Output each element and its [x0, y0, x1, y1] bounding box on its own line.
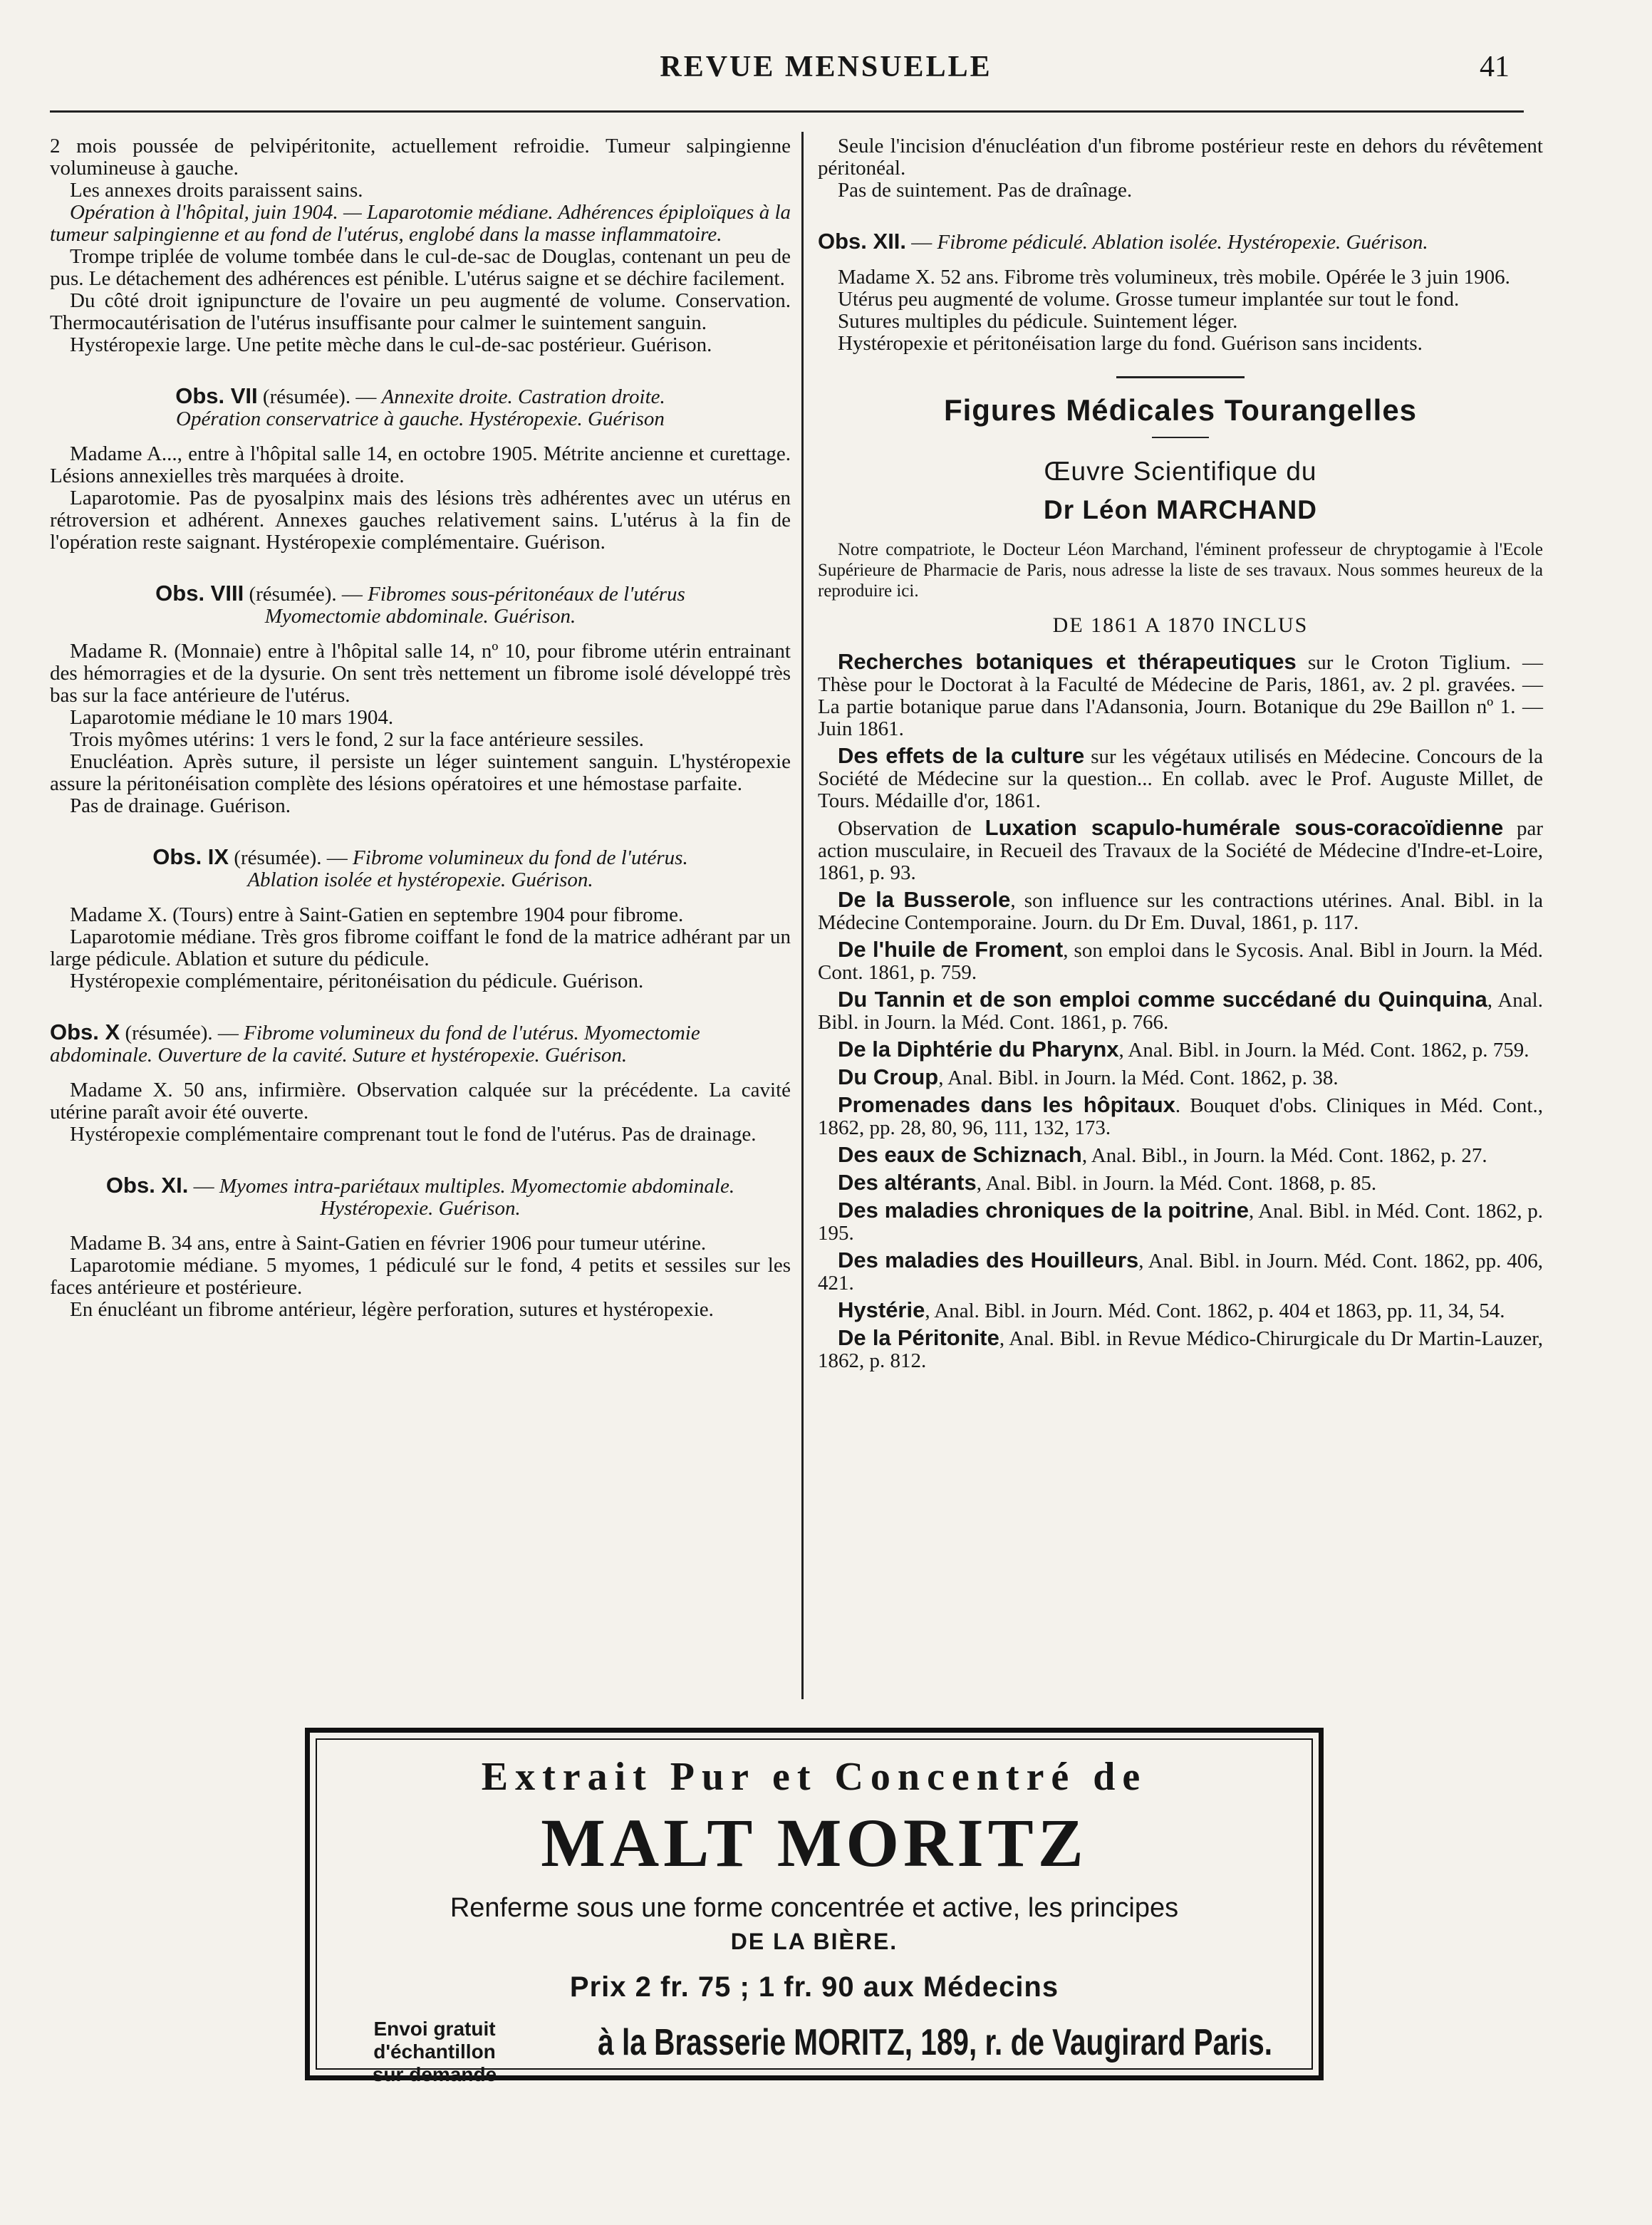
obs-subtitle: Myomectomie abdominale. Guérison. — [264, 605, 576, 628]
entry-details: , Anal. Bibl. in Méd. Cont. 1862, p. 195. — [818, 1200, 1543, 1245]
entry-title: Du Tannin et de son emploi comme succédané du Quinquina — [838, 987, 1487, 1012]
paragraph: Pas de suintement. Pas de draînage. — [838, 179, 1133, 202]
obs-title: Annexite droite. Castration droite. — [381, 385, 665, 408]
work-title: Œuvre Scientifique du — [1044, 457, 1317, 486]
bibliography-entry — [818, 1066, 1543, 1089]
obs-subtitle: Ablation isolée et hystéropexie. Guérison. — [247, 868, 593, 891]
obs-title: Fibrome volumineux du fond de l'utérus. Myomectomie abdominale. Ouverture de la cavité. Suture et hystéropexie. Guérison. — [50, 1022, 700, 1067]
bibliography-entry — [818, 1171, 1543, 1195]
entry-title: Des maladies des Houilleurs — [838, 1248, 1139, 1272]
obs-title: Fibromes sous-péritonéaux de l'utérus — [368, 583, 685, 606]
obs-title: Myomes intra-pariétaux multiples. Myomectomie abdominale. — [219, 1175, 735, 1198]
entry-details: , son emploi dans le Sycosis. Anal. Bibl in Journ. la Méd. Cont. 1861, p. 759. — [818, 939, 1544, 984]
paragraph: Enucléation. Après suture, il persiste un léger suintement sanguin. L'hystéropexie assure la péritonéisation complète des lésions opératoires et une hémostase parfaite. — [50, 750, 791, 795]
ad-headline: Extrait Pur et Concentré de — [481, 1755, 1148, 1799]
header-rule — [50, 110, 1524, 113]
bibliography-entry — [818, 1299, 1543, 1322]
ad-tagline: Renferme sous une forme concentrée et active, les principes — [450, 1893, 1179, 1923]
ad-sample-line: sur demande — [372, 2063, 497, 2085]
bibliography-entry — [818, 938, 1543, 984]
paragraph: Laparotomie médiane. Très gros fibrome coiffant le fond de la matrice adhérant par un large pédicule. Ablation et suture du pédicule. — [50, 925, 791, 970]
observation-heading — [50, 582, 791, 628]
obs-subtitle: Hystéropexie. Guérison. — [320, 1197, 521, 1220]
paragraph: Pas de drainage. Guérison. — [70, 794, 291, 817]
obs-number: Obs. X — [50, 1020, 120, 1044]
paragraph: Hystéropexie complémentaire, péritonéisation du pédicule. Guérison. — [70, 970, 644, 992]
bibliography-entry — [818, 816, 1543, 884]
entry-title: Des maladies chroniques de la poitrine — [838, 1198, 1249, 1223]
obs-title: Fibrome volumineux du fond de l'utérus. — [353, 846, 688, 869]
entry-details: sur le Croton Tiglium. — Thèse pour le Doctorat à la Faculté de Médecine de Paris, 1861, av. 2 pl. gravées. — La partie botanique parue dans l'Adansonia, Journ. Botanique du 29e Baillon nº 1. — Juin 1861. — [818, 651, 1544, 740]
paragraph: Hystéropexie complémentaire comprenant tout le fond de l'utérus. Pas de drainage. — [70, 1123, 757, 1146]
entry-title: Luxation scapulo-humérale sous-coracoïdienne — [985, 815, 1504, 840]
paragraph: Hystéropexie et péritonéisation large du fond. Guérison sans incidents. — [838, 332, 1423, 355]
ad-price: Prix 2 fr. 75 ; 1 fr. 90 aux Médecins — [569, 1971, 1059, 2003]
observation-heading — [50, 1021, 791, 1067]
paragraph: Trois myômes utérins: 1 vers le fond, 2 sur la face antérieure sessiles. — [70, 728, 644, 751]
paragraph: Trompe triplée de volume tombée dans le cul-de-sac de Douglas, contenant un peu de pus. Le détachement des adhérences est pénible. L'utérus saigne et se déchire facilement. — [50, 245, 791, 290]
entry-details: , Anal. Bibl. in Journ. Méd. Cont. 1862, pp. 406, 421. — [818, 1250, 1543, 1295]
obs-subtitle: Opération conservatrice à gauche. Hystéropexie. Guérison — [176, 408, 665, 430]
paragraph: Du côté droit ignipuncture de l'ovaire un peu augmenté de volume. Conservation. Thermocautérisation de l'utérus insuffisante pour calmer le suintement sanguin. — [50, 289, 791, 334]
author-name: Dr Léon MARCHAND — [1044, 495, 1317, 524]
paragraph: Laparotomie médiane le 10 mars 1904. — [70, 706, 394, 729]
paragraph: Laparotomie. Pas de pyosalpinx mais des lésions très adhérentes avec un utérus en rétroversion et adhérent. Annexes gauches relativement sains. L'utérus à la fin de l'opération reste saignant. Hystéropexie complémentaire. Guérison. — [50, 487, 791, 554]
entry-title: Du Croup — [838, 1064, 939, 1089]
paragraph: Madame A..., entre à l'hôpital salle 14, en octobre 1905. Métrite ancienne et curettage. Lésions annexielles très marquées à droite. — [50, 442, 791, 487]
title-divider — [1152, 437, 1209, 438]
paragraph: Madame X. 52 ans. Fibrome très volumineux, très mobile. Opérée le 3 juin 1906. — [838, 266, 1510, 289]
ad-brand: MALT MORITZ — [541, 1805, 1088, 1881]
paragraph: Utérus peu augmenté de volume. Grosse tumeur implantée sur tout le fond. — [838, 288, 1460, 311]
paragraph: Opération à l'hôpital, juin 1904. — Laparotomie médiane. Adhérences épiploïques à la tumeur salpingienne et au fond de l'utérus, englobé dans la masse inflammatoire. — [50, 201, 791, 246]
bibliography-entry — [818, 650, 1543, 740]
entry-details: , Anal. Bibl. in Journ. Méd. Cont. 1862, p. 404 et 1863, pp. 11, 34, 54. — [925, 1300, 1505, 1322]
section-divider — [1116, 376, 1245, 378]
entry-title: Promenades dans les hôpitaux — [838, 1092, 1175, 1117]
entry-details: , Anal. Bibl. in Journ. la Méd. Cont. 1861, p. 766. — [818, 989, 1543, 1034]
paragraph: Seule l'incision d'énucléation d'un fibrome postérieur reste en dehors du révêtement péritonéal. — [818, 135, 1543, 180]
right-column — [818, 135, 1543, 1376]
paragraph: En énucléant un fibrome antérieur, légère perforation, sutures et hystéropexie. — [70, 1298, 714, 1321]
paragraph: Hystéropexie large. Une petite mèche dans le cul-de-sac postérieur. Guérison. — [70, 333, 712, 356]
ad-sample-offer — [317, 2018, 552, 2086]
paragraph: Madame B. 34 ans, entre à Saint-Gatien en février 1906 pour tumeur utérine. — [70, 1232, 707, 1255]
entry-title: Hystérie — [838, 1297, 925, 1322]
entry-title: De l'huile de Froment — [838, 937, 1064, 962]
paragraph: Sutures multiples du pédicule. Suintement léger. — [838, 310, 1238, 333]
ad-address: à la Brasserie MORITZ, 189, r. de Vaugirard Paris. — [598, 2022, 1273, 2063]
paragraph: Madame X. (Tours) entre à Saint-Gatien en septembre 1904 pour fibrome. — [70, 903, 684, 926]
obs-number: Obs. VII — [175, 383, 258, 408]
entry-title: Des altérants — [838, 1170, 977, 1195]
obs-number: Obs. XII. — [818, 229, 907, 254]
obs-label: — — [911, 231, 933, 254]
entry-details: , Anal. Bibl., in Journ. la Méd. Cont. 1862, p. 27. — [1081, 1144, 1487, 1167]
date-range: DE 1861 A 1870 INCLUS — [1052, 613, 1309, 637]
paragraph: Laparotomie médiane. 5 myomes, 1 pédiculé sur le fond, 4 petits et sessiles sur les faces antérieure et postérieure. — [50, 1254, 791, 1299]
entry-title: De la Busserole — [838, 887, 1011, 912]
obs-number: Obs. XI. — [105, 1173, 189, 1198]
bibliography-list — [818, 650, 1543, 1372]
paragraph: Madame X. 50 ans, infirmière. Observation calquée sur la précédente. La cavité utérine paraît avoir été ouverte. — [50, 1079, 791, 1124]
entry-details: , Anal. Bibl. in Revue Médico-Chirurgicale du Dr Martin-Lauzer, 1862, p. 812. — [818, 1327, 1543, 1372]
section-title: Figures Médicales Tourangelles — [943, 393, 1418, 427]
observation-heading — [50, 1174, 791, 1220]
observation-heading — [818, 230, 1543, 254]
observation-heading — [50, 385, 791, 430]
entry-details: sur les végétaux utilisés en Médecine. Concours de la Société de Médecine sur la question... En collab. avec le Prof. Auguste Millet, de Tours. Médaille d'or, 1861. — [818, 745, 1543, 812]
bibliography-entry — [818, 1199, 1543, 1245]
page-number: 41 — [1480, 51, 1510, 83]
bibliography-entry — [818, 1038, 1543, 1062]
intro-paragraph: Notre compatriote, le Docteur Léon Marchand, l'éminent professeur de chryptogamie à l'Ecole Supérieure de Pharmacie de Paris, nous adresse la liste de ses travaux. Nous sommes heureux de la reproduire ici. — [818, 540, 1543, 601]
entry-details: , Anal. Bibl. in Journ. la Méd. Cont. 1862, p. 759. — [1118, 1039, 1529, 1062]
bibliography-entry — [818, 1094, 1543, 1139]
entry-details: par action musculaire, in Recueil des Travaux de la Société de Médecine d'Indre-et-Loire, 1861, p. 93. — [818, 817, 1543, 884]
obs-label: — — [193, 1175, 214, 1198]
entry-details: , son influence sur les contractions utérines. Anal. Bibl. in la Médecine Contemporaine. Journ. du Dr Em. Duval, 1861, p. 117. — [818, 889, 1543, 934]
observation-heading — [50, 846, 791, 891]
entry-title: De la Diphtérie du Pharynx — [838, 1037, 1119, 1062]
paragraph: Les annexes droits paraissent sains. — [70, 179, 363, 202]
obs-label: (résumée). — — [249, 583, 363, 606]
column-divider — [801, 132, 804, 1699]
bibliography-entry — [818, 1327, 1543, 1372]
entry-prefix: Observation de — [838, 817, 985, 840]
advertisement — [305, 1728, 1324, 2085]
entry-title: Des effets de la culture — [838, 743, 1085, 768]
entry-title: Des eaux de Schiznach — [838, 1142, 1082, 1167]
bibliography-entry — [818, 745, 1543, 812]
entry-title: De la Péritonite — [838, 1325, 999, 1350]
ad-sample-line: Envoi gratuit d'échantillon — [373, 2018, 496, 2063]
bibliography-entry — [818, 888, 1543, 934]
obs-label: (résumée). — — [234, 846, 348, 869]
entry-details: . Bouquet d'obs. Cliniques in Méd. Cont., 1862, pp. 28, 80, 96, 111, 132, 173. — [818, 1094, 1543, 1139]
obs-label: (résumée). — — [262, 385, 377, 408]
ad-tagline-2: DE LA BIÈRE. — [730, 1929, 898, 1954]
left-column — [50, 135, 791, 1321]
obs-title: Fibrome pédiculé. Ablation isolée. Hystéropexie. Guérison. — [937, 231, 1428, 254]
entry-details: , Anal. Bibl. in Journ. la Méd. Cont. 1868, p. 85. — [976, 1172, 1377, 1195]
obs-number: Obs. IX — [152, 844, 229, 869]
bibliography-entry — [818, 1249, 1543, 1295]
entry-title: Recherches botaniques et thérapeutiques — [838, 649, 1297, 674]
obs-number: Obs. VIII — [155, 581, 244, 606]
paragraph: 2 mois poussée de pelvipéritonite, actuellement refroidie. Tumeur salpingienne volumineuse à gauche. — [50, 135, 791, 180]
obs-label: (résumée). — — [125, 1022, 239, 1044]
entry-details: , Anal. Bibl. in Journ. la Méd. Cont. 1862, p. 38. — [938, 1067, 1339, 1089]
paragraph: Madame R. (Monnaie) entre à l'hôpital salle 14, nº 10, pour fibrome utérin entrainant des hémorragies et de la dysurie. On sent très nettement un fibrome isolé développé très bas sur la face antérieure de l'utérus. — [50, 640, 791, 707]
bibliography-entry — [818, 988, 1543, 1034]
running-title: REVUE MENSUELLE — [660, 51, 992, 83]
bibliography-entry — [818, 1143, 1543, 1167]
